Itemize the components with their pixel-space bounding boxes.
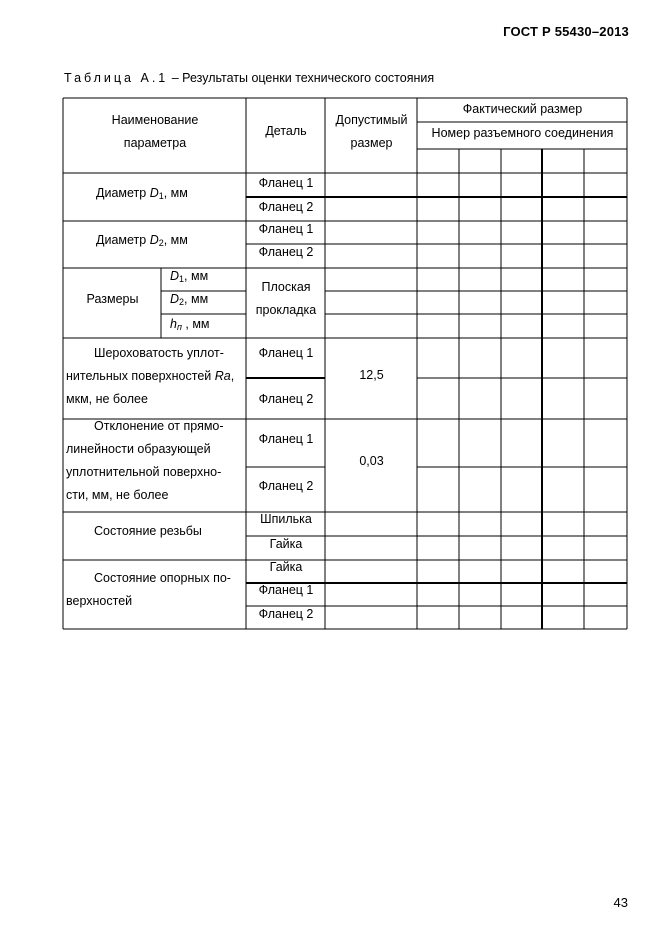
row-diameter-d1 [66, 182, 244, 208]
size-h-subscript: п [176, 322, 182, 332]
header-joint-number: Номер разъемного соединения [431, 126, 614, 140]
gasket-line2: прокладка [255, 303, 317, 317]
size-d2-subscript: 2 [179, 297, 185, 307]
caption-dash: – [168, 71, 183, 85]
row-diameter-d2 [66, 229, 244, 255]
row-support-surfaces [66, 567, 244, 613]
caption-title: Результаты оценки технического состояния [182, 71, 435, 85]
thread-label: Состояние резьбы [94, 524, 202, 538]
detail-straightness-flange1: Фланец 1 [258, 432, 314, 446]
row-straightness [66, 415, 244, 507]
gasket-line1: Плоская [261, 280, 311, 294]
size-d1-unit: , мм [184, 269, 209, 283]
detail-d2-flange1: Фланец 1 [258, 222, 314, 236]
detail-support-flange1: Фланец 1 [258, 583, 314, 597]
row-thread-condition [66, 520, 244, 543]
header-parameter-line2: параметра [123, 136, 187, 150]
page-number: 43 [613, 895, 628, 910]
straightness-allowed-value: 0,03 [359, 454, 384, 468]
d1-unit: , мм [163, 186, 188, 200]
roughness-allowed-value: 12,5 [359, 368, 384, 382]
detail-support-flange2: Фланец 2 [258, 607, 314, 621]
detail-roughness-flange1: Фланец 1 [258, 346, 314, 360]
straightness-line2: линейности образующей [66, 442, 211, 456]
size-d1-subscript: 1 [179, 274, 185, 284]
straightness-line4: сти, мм, не более [66, 488, 169, 502]
header-parameter-line1: Наименование [111, 113, 199, 127]
detail-d1-flange1: Фланец 1 [258, 176, 314, 190]
standard-designation: ГОСТ Р 55430–2013 [503, 24, 629, 39]
header-actual-size: Фактический размер [462, 102, 583, 116]
d1-subscript: 1 [158, 191, 164, 201]
support-line1: Состояние опорных по- [94, 571, 231, 585]
d2-unit: , мм [163, 233, 188, 247]
size-h-symbol: h [170, 317, 177, 331]
roughness-line1: Шероховатость уплот- [94, 346, 224, 360]
header-allowed-size [326, 109, 417, 155]
roughness-line3: мкм, не более [66, 392, 148, 406]
detail-thread-nut: Гайка [269, 537, 303, 551]
straightness-line3: уплотнительной поверхно- [66, 465, 222, 479]
roughness-line2: нительных поверхностей [66, 369, 215, 383]
row-sizes: Размеры [86, 292, 139, 306]
d2-prefix: Диаметр [96, 233, 150, 247]
d1-prefix: Диаметр [96, 186, 150, 200]
caption-prefix: Таблица А.1 [64, 71, 169, 85]
support-line2: верхностей [66, 594, 133, 608]
d2-symbol: D [149, 233, 159, 247]
header-parameter-name [64, 109, 246, 155]
header-allowed-line1: Допустимый [335, 113, 408, 127]
detail-support-nut: Гайка [269, 560, 303, 574]
size-d1-symbol: D [170, 269, 180, 283]
straightness-line1: Отклонение от прямо- [94, 419, 224, 433]
d2-subscript: 2 [158, 238, 164, 248]
header-detail: Деталь [265, 124, 307, 138]
detail-stud: Шпилька [260, 512, 312, 526]
d1-symbol: D [149, 186, 159, 200]
size-h-unit: , мм [181, 317, 210, 331]
detail-flat-gasket [247, 276, 325, 322]
roughness-comma: , [230, 369, 235, 383]
detail-roughness-flange2: Фланец 2 [258, 392, 314, 406]
row-roughness [66, 342, 244, 411]
roughness-ra: Ra [214, 369, 231, 383]
detail-d2-flange2: Фланец 2 [258, 245, 314, 259]
header-allowed-line2: размер [350, 136, 393, 150]
detail-d1-flange2: Фланец 2 [258, 200, 314, 214]
size-d2-symbol: D [170, 292, 180, 306]
size-d2 [170, 288, 208, 314]
size-d2-unit: , мм [184, 292, 209, 306]
detail-straightness-flange2: Фланец 2 [258, 479, 314, 493]
size-h [170, 313, 210, 339]
